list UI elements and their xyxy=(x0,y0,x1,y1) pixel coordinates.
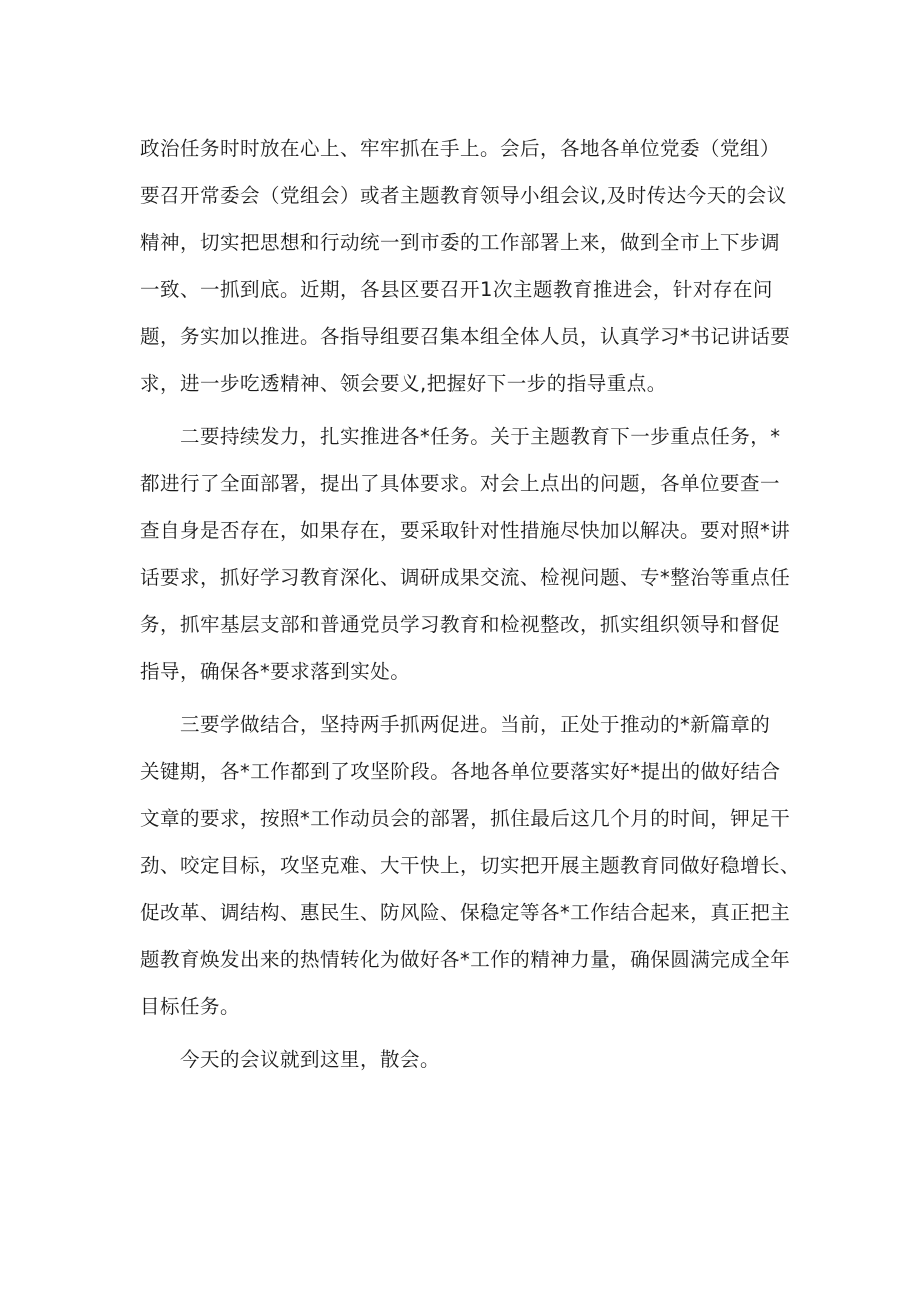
text-line: 文章的要求，按照*工作动员会的部署，抓住最后这几个月的时间，钾足干 xyxy=(140,807,791,830)
closing-line: 今天的会议就到这里，散会。 xyxy=(180,1048,441,1071)
text-line: 务，抓牢基层支部和普通党员学习教育和检视整改，抓实组织领导和督促 xyxy=(140,613,781,636)
text-line: 劲、咬定目标，攻坚克难、大干快上，切实把开展主题教育同做好稳增长、 xyxy=(140,854,801,877)
text-line: 求，进一步吃透精神、领会要义,把握好下一步的指导重点。 xyxy=(140,372,667,395)
text-line: 都进行了全面部署，提出了具体要求。对会上点出的问题，各单位要查一 xyxy=(140,472,781,495)
text-line: 政治任务时时放在心上、牢牢抓在手上。会后，各地各单位党委（党组） xyxy=(140,137,781,160)
paragraph-first-line: 二要持续发力，扎实推进各*任务。关于主题教育下一步重点任务，* xyxy=(180,425,781,448)
paragraph-first-line: 三要学做结合，坚持两手抓两促进。当前，正处于推动的*新篇章的 xyxy=(180,713,771,736)
text-line: 关键期，各*工作都到了攻坚阶段。各地各单位要落实好*提出的做好结合 xyxy=(140,760,781,783)
text-line: 一致、一抓到底。近期，各县区要召开1次主题教育推进会，针对存在问 xyxy=(140,278,773,301)
text-line: 题，务实加以推进。各指导组要召集本组全体人员，认真学习*书记讲话要 xyxy=(140,325,791,348)
text-line: 目标任务。 xyxy=(140,995,241,1018)
text-line: 话要求，抓好学习教育深化、调研成果交流、检视问题、专*整治等重点任 xyxy=(140,566,791,589)
text-line: 精神，切实把思想和行动统一到市委的工作部署上来，做到全市上下步调 xyxy=(140,231,781,254)
text-line: 题教育焕发出来的热情转化为做好各*工作的精神力量，确保圆满完成全年 xyxy=(140,948,791,971)
text-line: 查自身是否存在，如果存在，要采取针对性措施尽快加以解决。要对照*讲 xyxy=(140,519,791,542)
text-line: 要召开常委会（党组会）或者主题教育领导小组会议,及时传达今天的会议 xyxy=(140,184,787,207)
text-line: 指导，确保各*要求落到实处。 xyxy=(140,660,411,683)
text-line: 促改革、调结构、惠民生、防风险、保稳定等各*工作结合起来，真正把主 xyxy=(140,901,791,924)
